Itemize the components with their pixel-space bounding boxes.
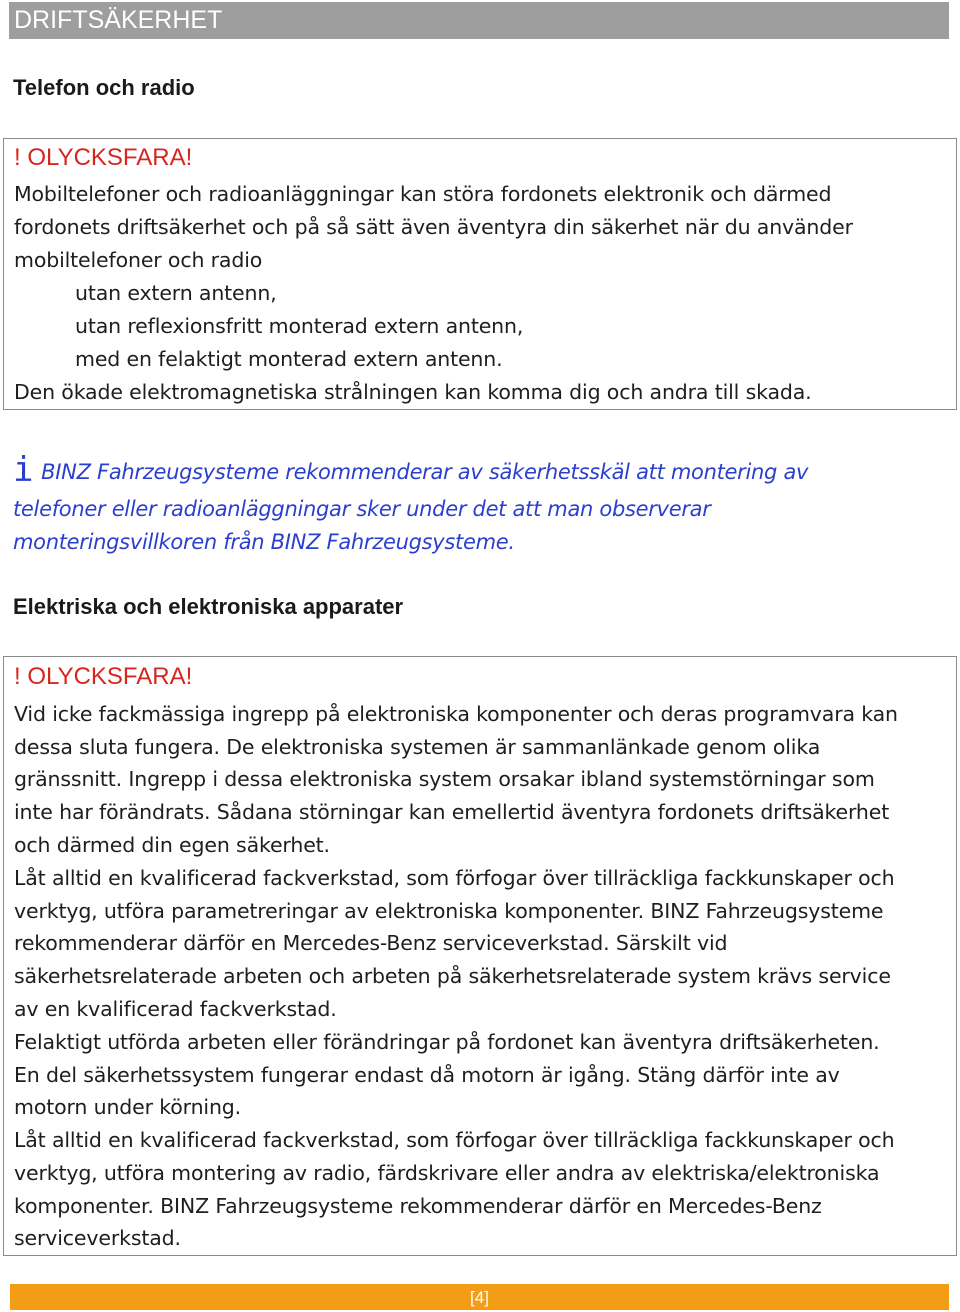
warning-box-elektriska-apparater (3, 656, 957, 1256)
warning-list-item: utan extern antenn, (75, 281, 277, 305)
warning-text-line: komponenter. BINZ Fahrzeugsysteme rekommenderar därför en Mercedes-Benz (14, 1194, 822, 1218)
warning-text-line: gränssnitt. Ingrepp i dessa elektroniska system orsakar ibland systemstörningar som (14, 767, 875, 791)
warning-heading: ! OLYCKSFARA! (14, 144, 193, 171)
warning-text-line: Låt alltid en kvalificerad fackverkstad, som förfogar över tillräckliga fackkunskaper och (14, 1128, 895, 1152)
warning-text-line: verktyg, utföra parametreringar av elektroniska komponenter. BINZ Fahrzeugsysteme (14, 899, 884, 923)
section-title-elektriska-apparater: Elektriska och elektroniska apparater (13, 594, 404, 619)
info-note-line: monteringsvillkoren från BINZ Fahrzeugsysteme. (13, 530, 515, 554)
warning-text-line: av en kvalificerad fackverkstad. (14, 997, 337, 1021)
warning-text-line: Den ökade elektromagnetiska strålningen kan komma dig och andra till skada. (14, 380, 812, 404)
warning-box-telefon-radio (3, 138, 957, 410)
warning-text-line: En del säkerhetssystem fungerar endast då motorn är igång. Stäng därför inte av (14, 1063, 840, 1087)
footer-bar (10, 1284, 949, 1310)
warning-list-item: utan reflexionsfritt monterad extern antenn, (75, 314, 524, 338)
warning-text-line: verktyg, utföra montering av radio, färdskrivare eller andra av elektriska/elektroniska (14, 1161, 880, 1185)
warning-text-line: Mobiltelefoner och radioanläggningar kan störa fordonets elektronik och därmed (14, 182, 832, 206)
warning-text-line: inte har förändrats. Sådana störningar kan emellertid äventyra fordonets driftsäkerhet (14, 800, 890, 824)
warning-text-line: serviceverkstad. (14, 1226, 181, 1250)
warning-text-line: mobiltelefoner och radio (14, 248, 263, 272)
warning-text-line: fordonets driftsäkerhet och på så sätt även äventyra din säkerhet när du använder (14, 215, 853, 239)
info-note-text: BINZ Fahrzeugsysteme rekommenderar av säkerhetsskäl att montering av (41, 460, 809, 484)
warning-text-line: Låt alltid en kvalificerad fackverkstad, som förfogar över tillräckliga fackkunskaper och (14, 866, 895, 890)
warning-text-line: motorn under körning. (14, 1095, 242, 1119)
info-note-line: telefoner eller radioanläggningar sker under det att man observerar (13, 497, 711, 521)
warning-text-line: Felaktigt utförda arbeten eller förändringar på fordonet kan äventyra driftsäkerheten. (14, 1030, 880, 1054)
warning-text-line: dessa sluta fungera. De elektroniska systemen är sammanlänkade genom olika (14, 735, 821, 759)
warning-text-line: rekommenderar därför en Mercedes-Benz serviceverkstad. Särskilt vid (14, 931, 728, 955)
warning-text-line: Vid icke fackmässiga ingrepp på elektroniska komponenter och deras programvara kan (14, 702, 898, 726)
info-icon: i (13, 450, 34, 490)
page-title: DRIFTSÄKERHET (14, 6, 223, 34)
warning-text-line: och därmed din egen säkerhet. (14, 833, 330, 857)
info-note-line (13, 450, 809, 490)
warning-list-item: med en felaktigt monterad extern antenn. (75, 347, 503, 371)
section-title-telefon-radio: Telefon och radio (13, 75, 195, 100)
warning-heading: ! OLYCKSFARA! (14, 663, 193, 690)
warning-text-line: säkerhetsrelaterade arbeten och arbeten på säkerhetsrelaterade system krävs service (14, 964, 891, 988)
page-number: [4] (470, 1288, 489, 1307)
page-header (9, 2, 949, 39)
